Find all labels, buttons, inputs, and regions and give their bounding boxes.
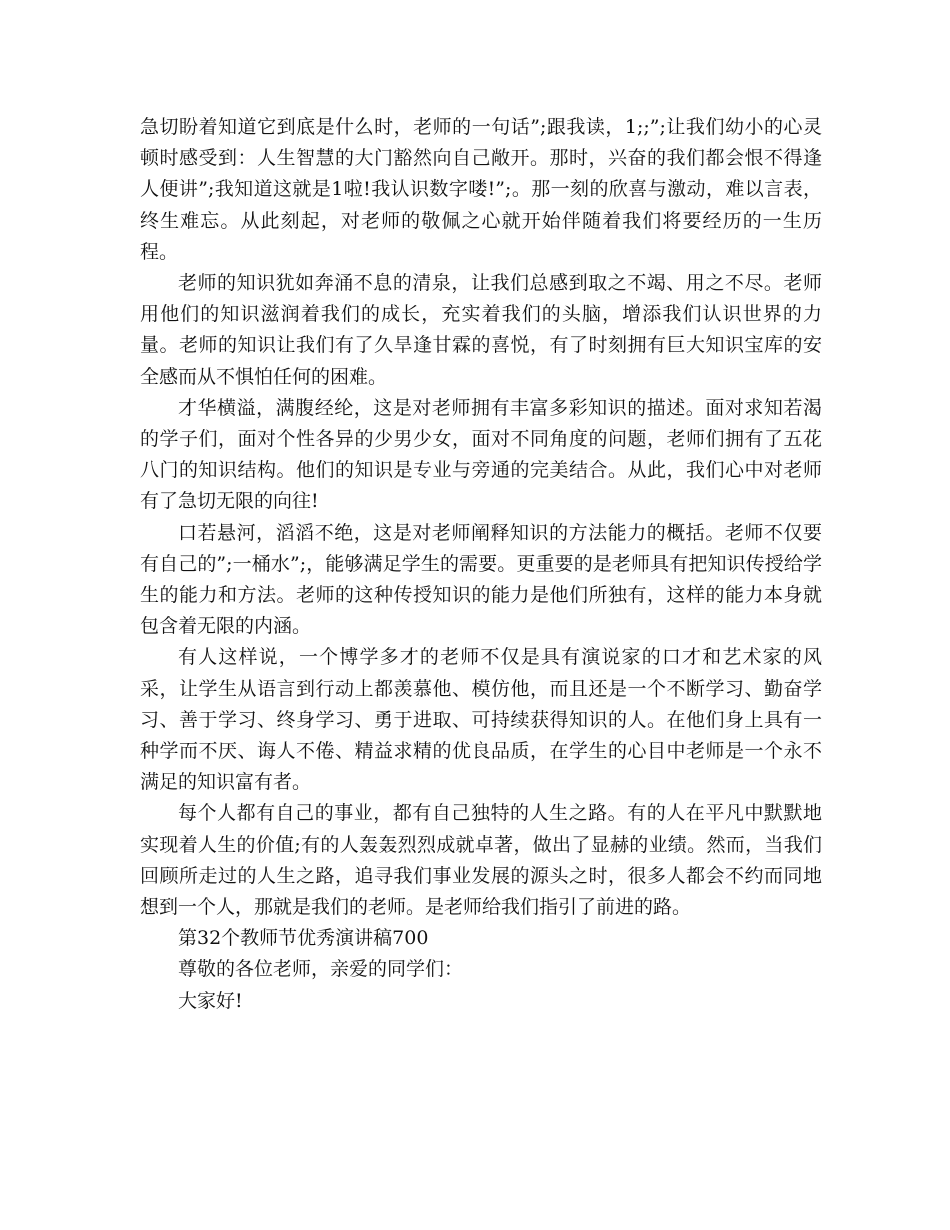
paragraph: 才华横溢，满腹经纶，这是对老师拥有丰富多彩知识的描述。面对求知若渴的学子们，面对个性各异的少男少女，面对不同角度的问题，老师们拥有了五花八门的知识结构。他们的知识是专业与旁通的完美结合。从此，我们心中对老师有了急切无限的向往! — [140, 396, 822, 513]
document-body — [140, 112, 822, 1017]
paragraph: 口若悬河，滔滔不绝，这是对老师阐释知识的方法能力的概括。老师不仅要有自己的”;一桶水”;，能够满足学生的需要。更重要的是老师具有把知识传授给学生的能力和方法。老师的这种传授知识的能力是他们所独有，这样的能力本身就包含着无限的内涵。 — [140, 521, 822, 638]
paragraph: 老师的知识犹如奔涌不息的清泉，让我们总感到取之不竭、用之不尽。老师用他们的知识滋润着我们的成长，充实着我们的头脑，增添我们认识世界的力量。老师的知识让我们有了久旱逢甘霖的喜悦，有了时刻拥有巨大知识宝库的安全感而从不惧怕任何的困难。 — [140, 272, 822, 388]
speech-title: 第32个教师节优秀演讲稿700 — [178, 927, 429, 950]
salutation: 尊敬的各位老师，亲爱的同学们： — [178, 958, 464, 981]
paragraph: 有人这样说，一个博学多才的老师不仅是具有演说家的口才和艺术家的风采，让学生从语言到行动上都羡慕他、模仿他，而且还是一个不断学习、勤奋学习、善于学习、终身学习、勇于进取、可持续获得知识的人。在他们身上具有一种学而不厌、诲人不倦、精益求精的优良品质，在学生的心目中老师是一个永不满足的知识富有者。 — [140, 646, 822, 794]
paragraph: 每个人都有自己的事业，都有自己独特的人生之路。有的人在平凡中默默地实现着人生的价值;有的人轰轰烈烈成就卓著，做出了显赫的业绩。然而，当我们回顾所走过的人生之路，追寻我们事业发展的源头之时，很多人都会不约而同地想到一个人，那就是我们的老师。是老师给我们指引了前进的路。 — [140, 802, 822, 919]
paragraph: 急切盼着知道它到底是什么时，老师的一句话”;跟我读，1;;”;让我们幼小的心灵顿时感受到：人生智慧的大门豁然向自己敞开。那时，兴奋的我们都会恨不得逢人便讲”;我知道这就是1啦!我认识数字喽!”;。那一刻的欣喜与激动，难以言表，终生难忘。从此刻起，对老师的敬佩之心就开始伴随着我们将要经历的一生历程。 — [140, 116, 822, 263]
greeting: 大家好! — [178, 989, 243, 1012]
